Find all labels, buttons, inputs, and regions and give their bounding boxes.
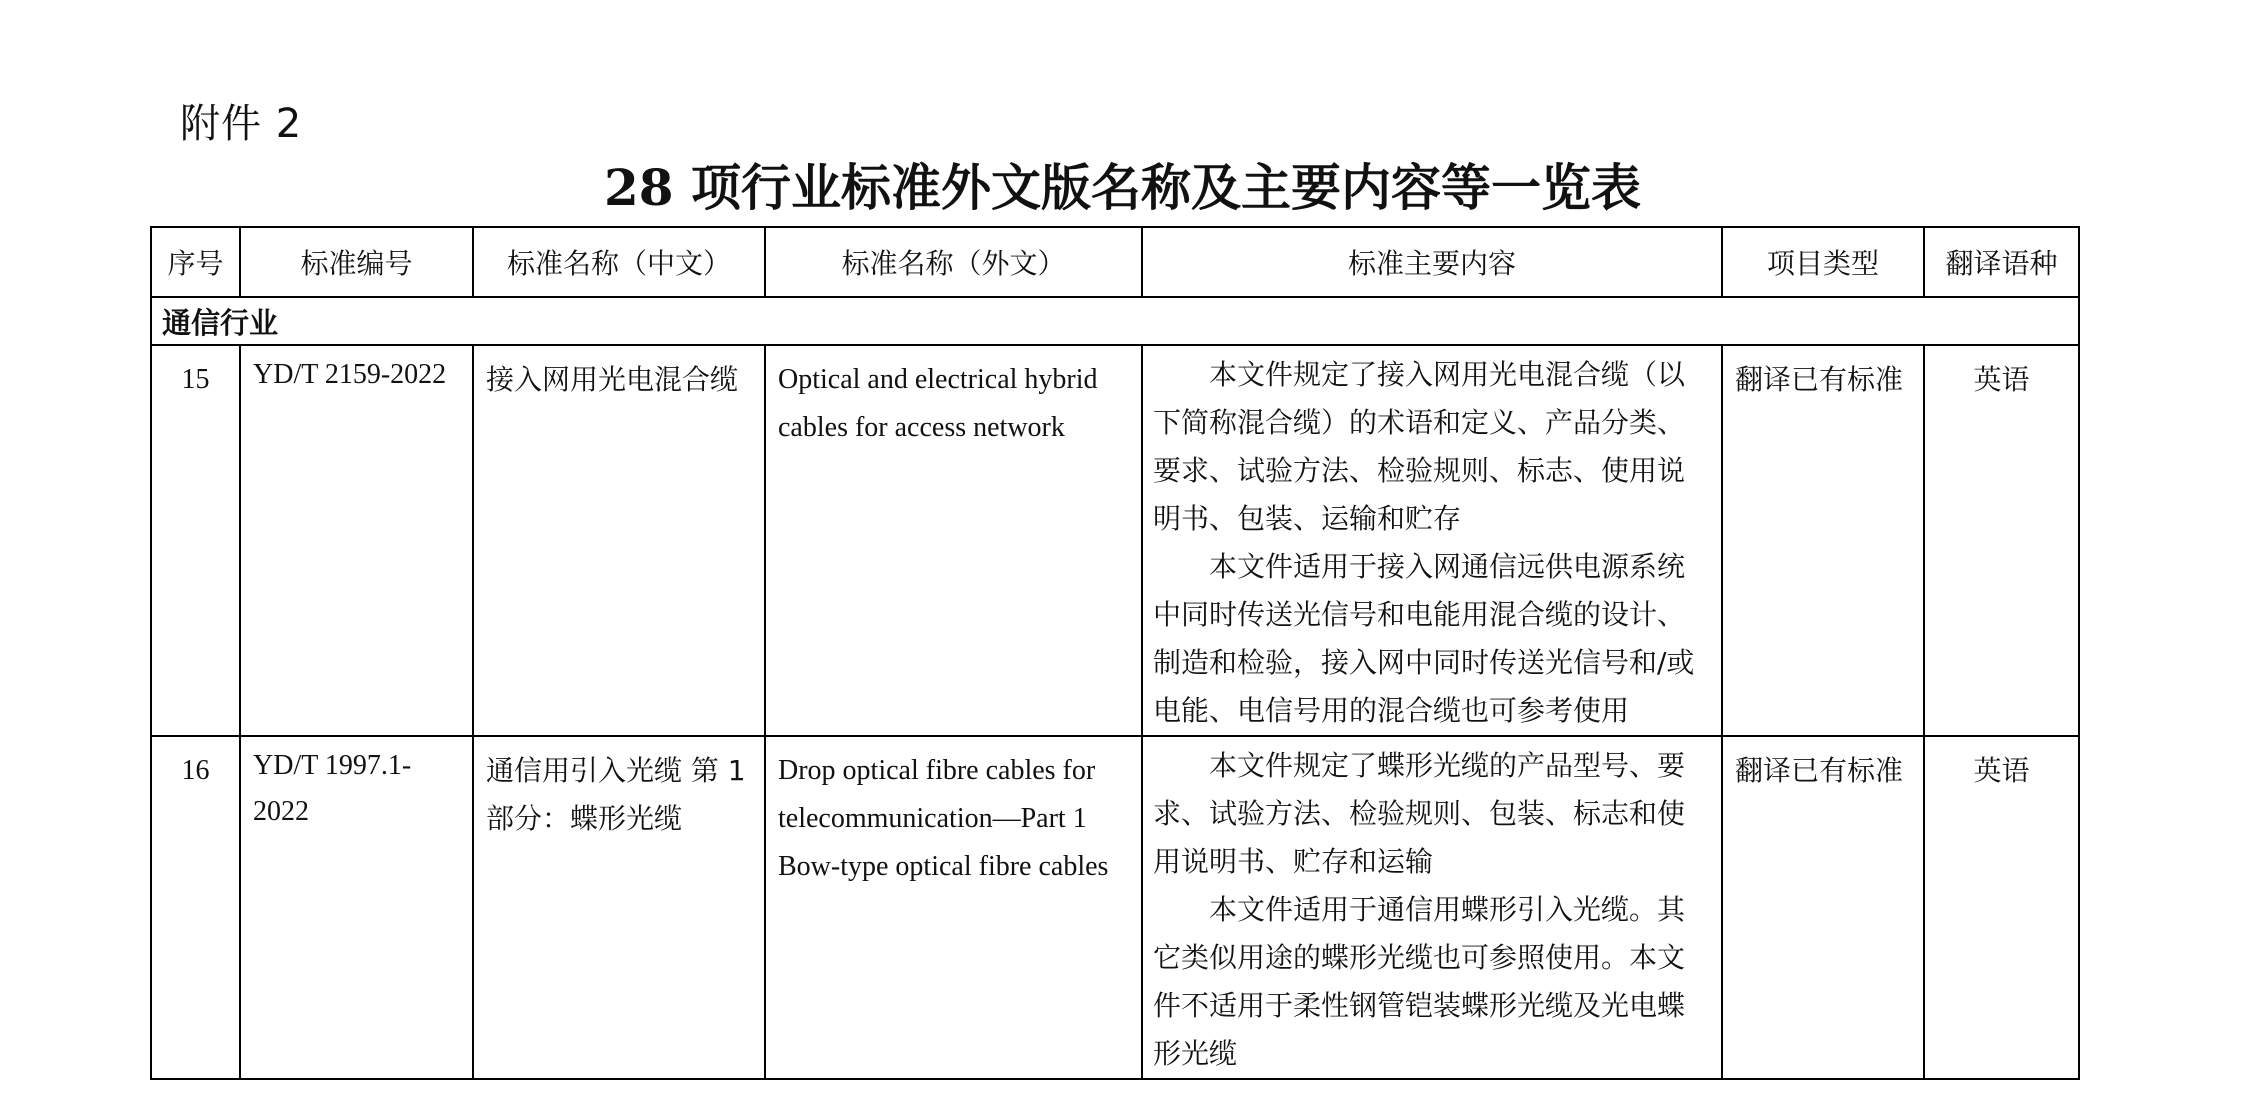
content-paragraph-2: 本文件适用于通信用蝶形引入光缆。其它类似用途的蝶形光缆也可参照使用。本文件不适用于柔性钢管铠装蝶形光缆及光电蝶形光缆 — [1153, 893, 1686, 1070]
content-paragraph-1: 本文件规定了蝶形光缆的产品型号、要求、试验方法、检验规则、包装、标志和使用说明书、贮存和运输 — [1153, 749, 1686, 878]
header-code: 标准编号 — [240, 227, 473, 297]
row-code: YD/T 2159-2022 — [240, 345, 473, 736]
row-type: 翻译已有标准 — [1722, 345, 1924, 736]
row-name-cn: 通信用引入光缆 第 1 部分：蝶形光缆 — [473, 736, 765, 1079]
row-type: 翻译已有标准 — [1722, 736, 1924, 1079]
content-paragraph-1: 本文件规定了接入网用光电混合缆（以下简称混合缆）的术语和定义、产品分类、要求、试验方法、检验规则、标志、使用说明书、包装、运输和贮存 — [1153, 358, 1686, 535]
standards-table — [150, 226, 2080, 1080]
row-name-en: Optical and electrical hybrid cables for access network — [765, 345, 1142, 736]
header-type: 项目类型 — [1722, 227, 1924, 297]
table-row — [151, 345, 2079, 736]
table-row — [151, 736, 2079, 1079]
row-lang: 英语 — [1924, 345, 2079, 736]
section-label: 通信行业 — [151, 297, 2079, 345]
header-name-cn: 标准名称（中文） — [473, 227, 765, 297]
section-row — [151, 297, 2079, 345]
row-code: YD/T 1997.1-2022 — [240, 736, 473, 1079]
row-content — [1142, 345, 1722, 736]
row-content — [1142, 736, 1722, 1079]
page-title: 28 项行业标准外文版名称及主要内容等一览表 — [604, 158, 1641, 217]
attachment-label: 附件 2 — [180, 101, 303, 147]
row-seq: 16 — [151, 736, 240, 1079]
header-name-en: 标准名称（外文） — [765, 227, 1142, 297]
content-paragraph-2: 本文件适用于接入网通信远供电源系统中同时传送光信号和电能用混合缆的设计、制造和检验，接入网中同时传送光信号和/或电能、电信号用的混合缆也可参考使用 — [1153, 550, 1695, 727]
row-name-cn: 接入网用光电混合缆 — [473, 345, 765, 736]
row-name-en: Drop optical fibre cables for telecommunication—Part 1 Bow-type optical fibre cables — [765, 736, 1142, 1079]
header-content: 标准主要内容 — [1142, 227, 1722, 297]
row-seq: 15 — [151, 345, 240, 736]
table-header-row — [151, 227, 2079, 297]
header-lang: 翻译语种 — [1924, 227, 2079, 297]
row-lang: 英语 — [1924, 736, 2079, 1079]
header-seq: 序号 — [151, 227, 240, 297]
